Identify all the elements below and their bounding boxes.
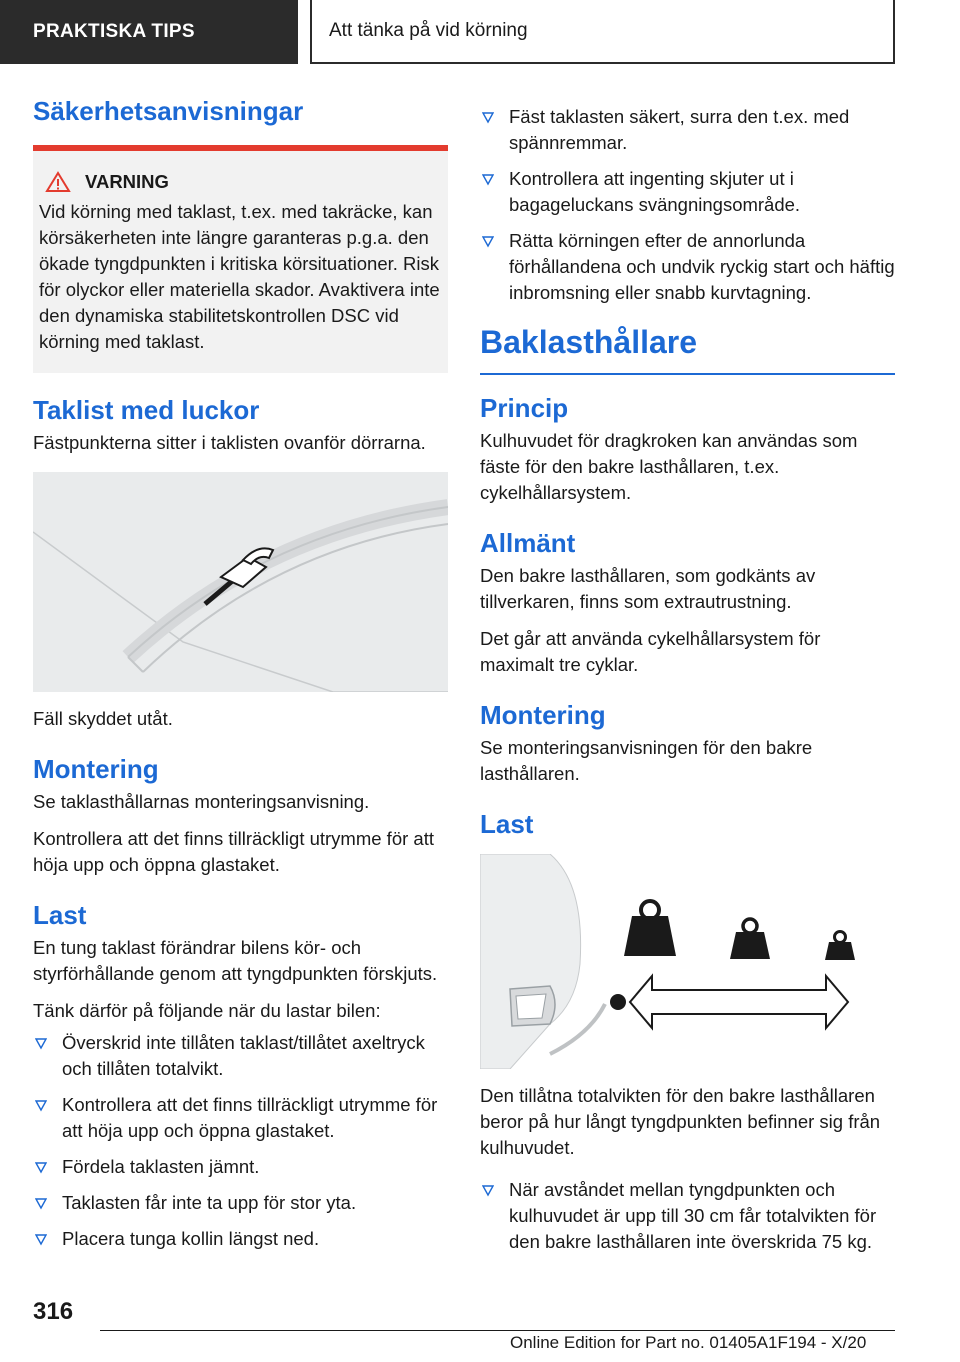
list-item: När avståndet mellan tyngdpunkten och kulhuvudet är upp till 30 cm får totalvikten för den bakre lasthållaren inte överskrida 75 kg. <box>480 1177 895 1255</box>
bullet-triangle-icon <box>35 1100 47 1112</box>
mounting-text-1: Se taklasthållarnas monteringsanvisning. <box>33 791 370 812</box>
list-item: Överskrid inte tillåten taklast/tillåtet axeltryck och tillåten totalvikt. <box>33 1030 448 1082</box>
general-text-1: Den bakre lasthållaren, som godkänts av tillverkaren, finns som extrautrustning. <box>480 565 816 612</box>
principle-text: Kulhuvudet för dragkroken kan användas som fäste för den bakre lasthållaren, t.ex. cykelhållarsystem. <box>480 430 858 503</box>
bullet-triangle-icon <box>482 1185 494 1197</box>
load-text-1: En tung taklast förändrar bilens kör- och styrförhållande genom att tyngdpunkten förskjuts. <box>33 937 438 984</box>
list-item: Placera tunga kollin längst ned. <box>33 1226 448 1252</box>
bullet-triangle-icon <box>35 1038 47 1050</box>
bullet-triangle-icon <box>482 236 494 248</box>
chapter-title: Att tänka på vid körning <box>329 20 528 41</box>
list-item: Fäst taklasten säkert, surra den t.ex. med spännremmar. <box>480 104 895 156</box>
safety-heading: Säkerhetsanvisningar <box>33 96 304 126</box>
list-item: Fördela taklasten jämnt. <box>33 1154 448 1180</box>
warning-label: VARNING <box>85 171 169 192</box>
tow-hitch-load-illustration <box>480 854 895 1069</box>
load-heading-right: Last <box>480 809 534 839</box>
list-item: Rätta körningen efter de annorlunda förhållandena och undvik ryckig start och häftig inbromsning eller snabb kurvtagning. <box>480 228 895 306</box>
rear-carrier-heading: Baklasthållare <box>480 324 895 375</box>
bullet-triangle-icon <box>35 1234 47 1246</box>
roof-rail-illustration <box>33 472 448 692</box>
mounting-text-2: Kontrollera att det finns tillräckligt utrymme för att höja upp och öppna glastaket. <box>33 828 434 875</box>
load-list-right <box>480 104 895 306</box>
section-title: PRAKTISKA TIPS <box>33 21 195 42</box>
left-column <box>33 96 448 1262</box>
section-tab <box>0 0 298 64</box>
mounting-text-right: Se monteringsanvisningen för den bakre lasthållaren. <box>480 737 813 784</box>
warning-box <box>33 145 448 373</box>
load-list-rear <box>480 1177 895 1255</box>
bullet-triangle-icon <box>482 174 494 186</box>
principle-heading: Princip <box>480 393 569 423</box>
bullet-triangle-icon <box>482 112 494 124</box>
chapter-tab <box>310 0 895 64</box>
taklist-heading: Taklist med luckor <box>33 395 260 425</box>
taklist-text: Fästpunkterna sitter i taklisten ovanför dörrarna. <box>33 432 426 453</box>
edition-note: Online Edition for Part no. 01405A1F194 - X/20 <box>510 1333 867 1352</box>
load-text-2: Tänk därför på följande när du lastar bilen: <box>33 1000 381 1021</box>
mounting-heading-left: Montering <box>33 754 159 784</box>
load-list-left <box>33 1030 448 1252</box>
list-item: Kontrollera att det finns tillräckligt utrymme för att höja upp och öppna glastaket. <box>33 1092 448 1144</box>
list-item: Taklasten får inte ta upp för stor yta. <box>33 1190 448 1216</box>
general-text-2: Det går att använda cykelhållarsystem för maximalt tre cyklar. <box>480 628 821 675</box>
bullet-triangle-icon <box>35 1198 47 1210</box>
load-caption-right: Den tillåtna totalvikten för den bakre lasthållaren beror på hur långt tyngdpunkten befinner sig från kulhuvudet. <box>480 1085 881 1158</box>
right-column <box>480 104 895 1265</box>
warning-triangle-icon <box>45 171 71 193</box>
taklist-caption: Fäll skyddet utåt. <box>33 708 173 729</box>
general-heading: Allmänt <box>480 528 576 558</box>
list-item: Kontrollera att ingenting skjuter ut i bagageluckans svängningsområde. <box>480 166 895 218</box>
footer-divider <box>100 1330 895 1331</box>
bullet-triangle-icon <box>35 1162 47 1174</box>
warning-text: Vid körning med taklast, t.ex. med takräcke, kan körsäkerheten inte längre garanteras p.g.a. den ökade tyngdpunkten i kritiska körsituationer. Risk för olyckor eller materiella skador. Avaktivera inte den dynamiska stabilitetskontrollen DSC vid körning med taklast. <box>39 201 440 352</box>
load-heading-left: Last <box>33 900 87 930</box>
mounting-heading-right: Montering <box>480 700 606 730</box>
page-number: 316 <box>33 1298 74 1325</box>
